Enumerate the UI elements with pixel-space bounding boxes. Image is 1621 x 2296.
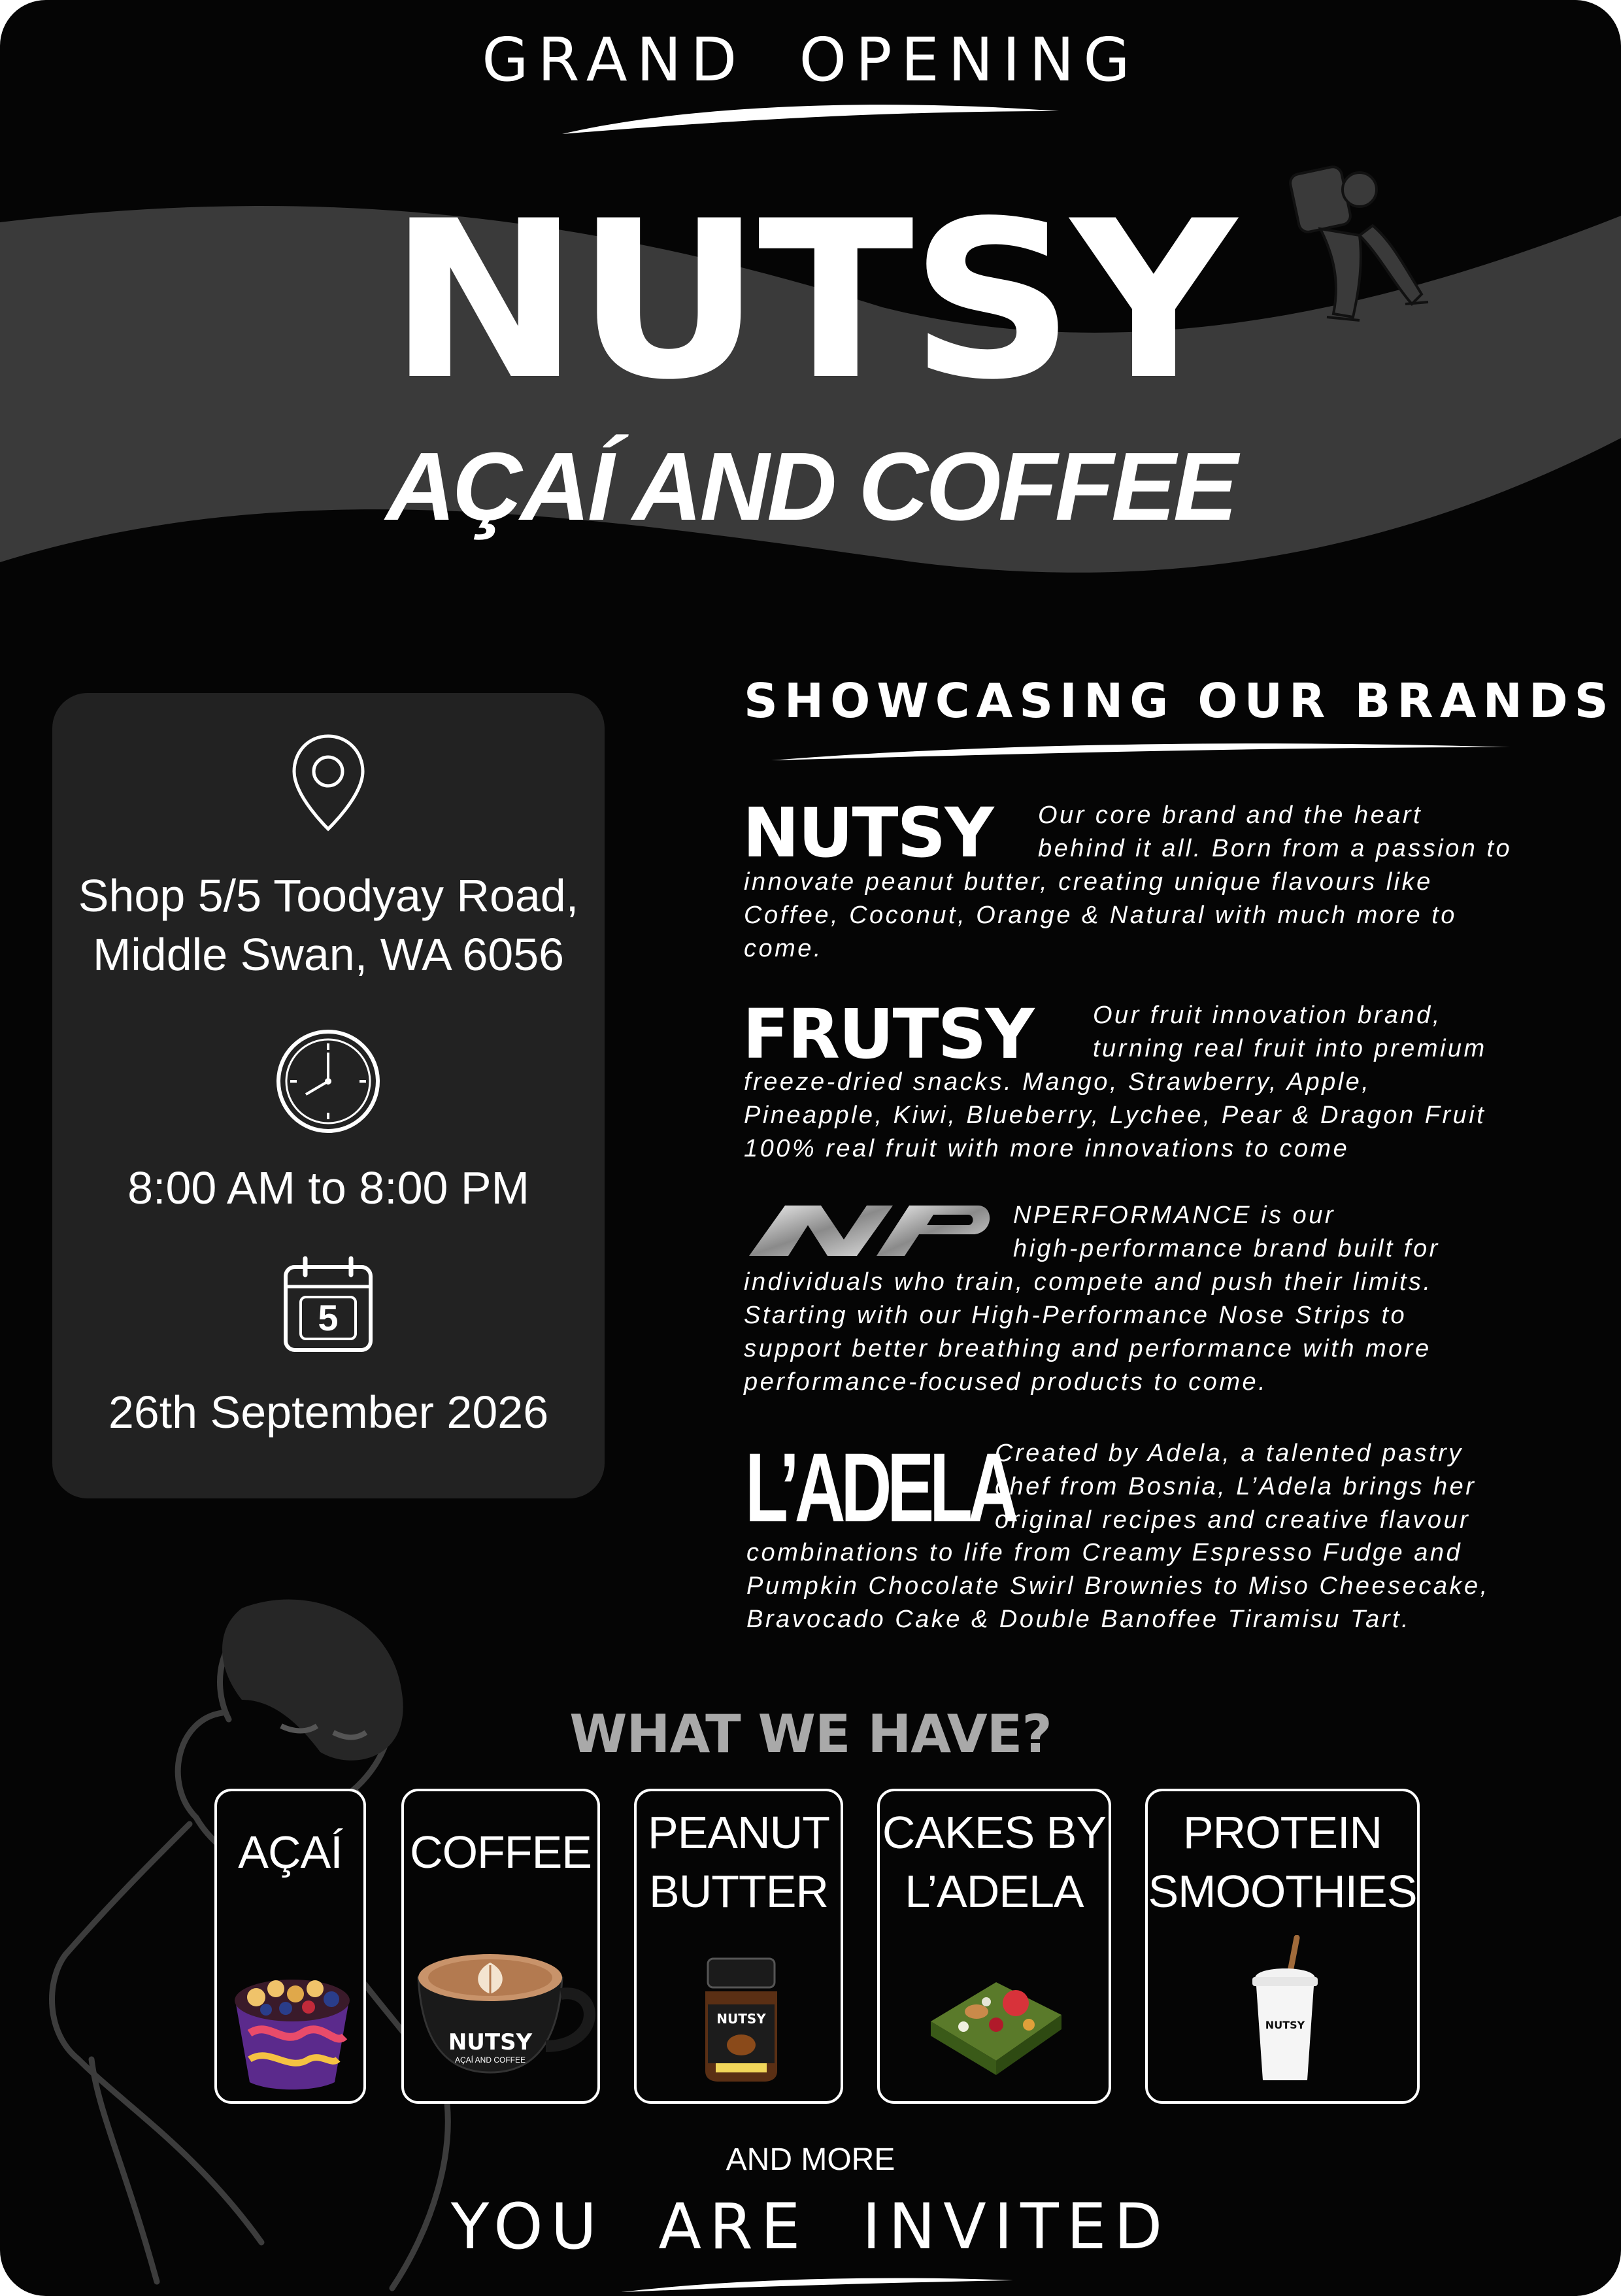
desc-line: Starting with our High-Performance Nose Strips to (744, 1302, 1407, 1329)
cake-slice-image (924, 1963, 1068, 2080)
location-pin-icon (288, 731, 369, 836)
offering-label: AÇAÍ (238, 1827, 343, 1878)
and-more-label: AND MORE (726, 2142, 895, 2177)
offering-label: SMOOTHIES (1148, 1866, 1417, 1917)
calendar-day-number: 5 (318, 1297, 339, 1338)
address-line-1: Shop 5/5 Toodyay Road, (78, 870, 579, 921)
offering-card-acai (214, 1789, 366, 2104)
address-line-2: Middle Swan, WA 6056 (92, 929, 565, 980)
desc-line: high-performance brand built for (1013, 1235, 1440, 1262)
desc-line: Created by Adela, a talented pastry (995, 1440, 1463, 1467)
offering-label: PEANUT (648, 1807, 829, 1858)
brand-nutsy-desc-head (1038, 799, 1600, 866)
desc-line: innovate peanut butter, creating unique flavours like (744, 868, 1433, 896)
brush-underline-bottom (614, 2274, 1020, 2296)
desc-line: chef from Bosnia, L’Adela brings her (995, 1473, 1477, 1500)
brand-frutsy-desc-body (744, 1066, 1607, 1166)
desc-line: Our core brand and the heart (1038, 802, 1423, 829)
desc-line: come. (744, 935, 823, 962)
opening-hours: 8:00 AM to 8:00 PM (127, 1162, 529, 1213)
calendar-icon (282, 1255, 374, 1353)
offering-label: COFFEE (410, 1827, 592, 1878)
cup-brand-text: NUTSY (1265, 2019, 1305, 2031)
desc-line: individuals who train, compete and push their limits. (744, 1268, 1433, 1296)
event-date: 26th September 2026 (108, 1387, 549, 1438)
brand-nperformance-logo (743, 1200, 994, 1259)
brand-ladela-logo: L’ADELA (745, 1432, 1014, 1542)
clock-icon (275, 1028, 382, 1136)
desc-line: Bravocado Cake & Double Banoffee Tiramisu Tart. (746, 1606, 1411, 1633)
desc-line: Coffee, Coconut, Orange & Natural with much more to (744, 902, 1457, 929)
acai-bowl-image (230, 1961, 354, 2092)
brand-ladela-desc-head (995, 1437, 1603, 1537)
offering-label: BUTTER (649, 1866, 828, 1917)
offering-label: CAKES BY (882, 1807, 1107, 1858)
offering-card-protein-smoothies (1145, 1789, 1420, 2104)
brand-frutsy-logo: FRUTSY (743, 994, 1033, 1074)
desc-line: 100% real fruit with more innovations to come (744, 1135, 1350, 1162)
offering-card-coffee (401, 1789, 600, 2104)
offering-card-cakes (877, 1789, 1111, 2104)
desc-line: NPERFORMANCE is our (1013, 1202, 1335, 1229)
desc-line: Our fruit innovation brand, (1093, 1002, 1442, 1029)
desc-line: Pineapple, Kiwi, Blueberry, Lychee, Pear & Dragon Fruit (744, 1102, 1486, 1129)
mug-brand-text: NUTSY (448, 2029, 533, 2055)
desc-line: Pumpkin Chocolate Swirl Brownies to Miso Cheesecake, (746, 1572, 1490, 1600)
desc-line: performance-focused products to come. (744, 1368, 1268, 1396)
brand-np-desc-head (1013, 1199, 1601, 1266)
tagline: AÇAÍ AND COFFEE (386, 433, 1235, 541)
brand-frutsy-desc-head (1093, 999, 1603, 1066)
desc-line: turning real fruit into premium (1093, 1035, 1487, 1062)
offerings-heading: WHAT WE HAVE? (569, 1704, 1052, 1764)
brand-np-desc-body (744, 1266, 1607, 1399)
brush-underline-brands (765, 735, 1516, 768)
brand-nutsy-desc-body (744, 866, 1607, 966)
desc-line: behind it all. Born from a passion to (1038, 835, 1512, 862)
smoothie-cup-image (1246, 1935, 1324, 2085)
invitation-footer: YOU ARE INVITED (450, 2190, 1171, 2263)
brands-heading: SHOWCASING OUR BRANDS (744, 673, 1615, 728)
offering-label: PROTEIN (1182, 1807, 1382, 1858)
brand-nutsy-logo: NUTSY (743, 793, 993, 873)
brand-hero-title: NUTSY (388, 174, 1233, 428)
offering-label: L’ADELA (905, 1866, 1084, 1917)
brand-ladela-desc-body (746, 1536, 1609, 1636)
brush-underline-top (556, 98, 1065, 144)
jar-brand-text: NUTSY (716, 2011, 766, 2027)
grand-opening-heading: GRAND OPENING (482, 25, 1139, 95)
mug-sub-text: AÇAÍ AND COFFEE (454, 2055, 526, 2065)
offering-card-peanut-butter (634, 1789, 843, 2104)
desc-line: support better breathing and performance with more (744, 1335, 1431, 1362)
desc-line: original recipes and creative flavour (995, 1506, 1471, 1534)
desc-line: combinations to life from Creamy Espresso Fudge and (746, 1539, 1463, 1566)
desc-line: freeze-dried snacks. Mango, Strawberry, Apple, (744, 1068, 1371, 1096)
